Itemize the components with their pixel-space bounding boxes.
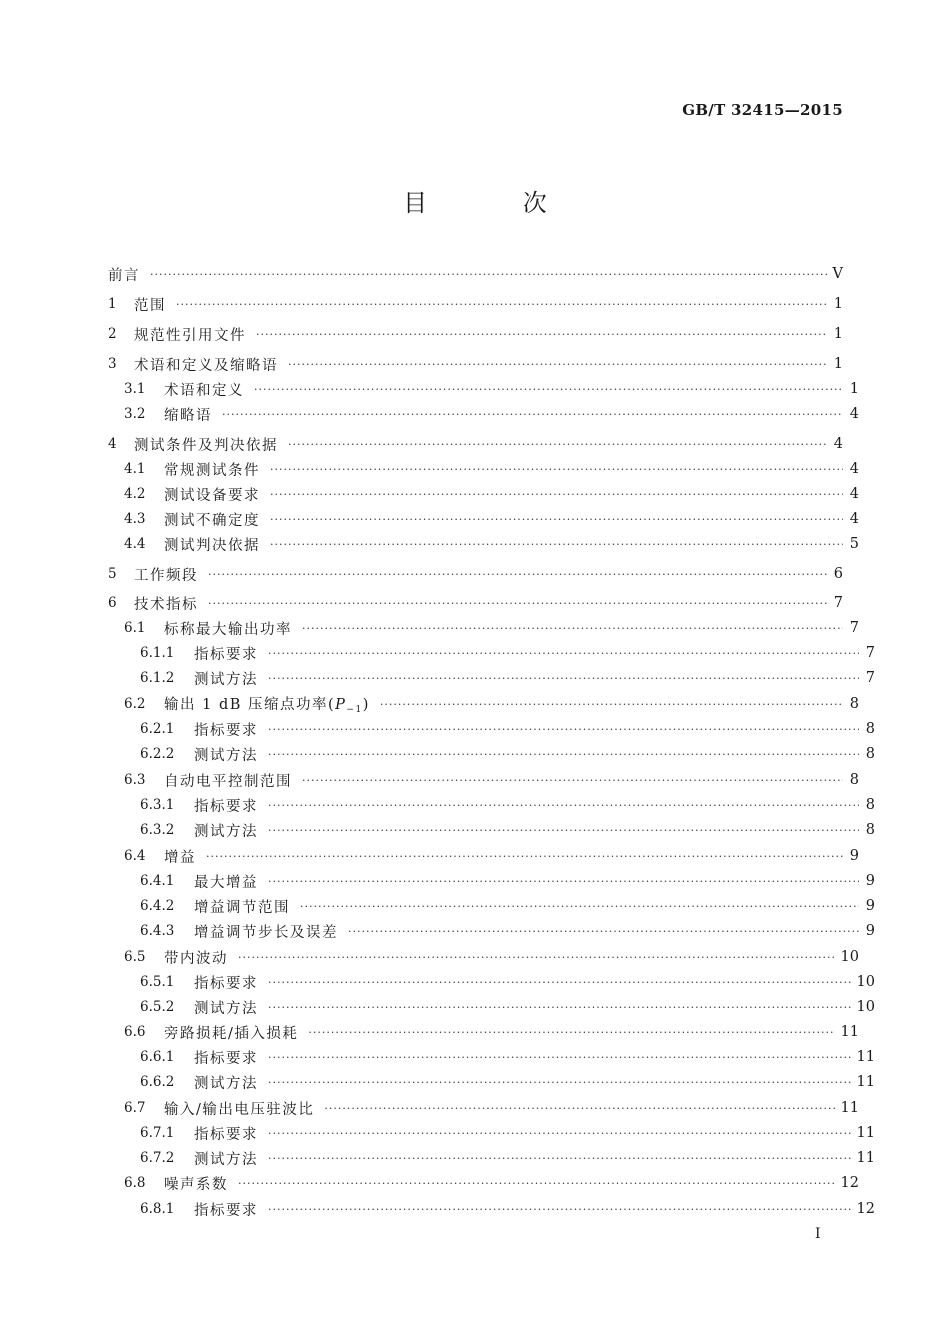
toc-entry-page: 9 xyxy=(865,873,875,889)
leader-dots xyxy=(268,723,859,736)
leader-dots xyxy=(302,774,843,787)
toc-entry[interactable] xyxy=(108,947,859,967)
leader-dots xyxy=(268,976,851,989)
toc-entry-title: 技术指标 xyxy=(134,596,198,613)
leader-dots xyxy=(208,568,827,581)
toc-entry[interactable] xyxy=(108,1148,875,1168)
toc-entry-number: 6.3.2 xyxy=(140,822,175,838)
leader-dots xyxy=(300,900,859,913)
toc-entry[interactable] xyxy=(108,719,875,739)
toc-entry[interactable] xyxy=(108,643,875,663)
toc-entry-page: 8 xyxy=(865,797,875,813)
toc-entry[interactable] xyxy=(108,379,859,399)
leader-dots xyxy=(268,1051,851,1064)
toc-entry-title: 指标要求 xyxy=(194,975,258,992)
toc-entry-title: 输入/输出电压驻波比 xyxy=(164,1101,315,1118)
toc-entry-title-subscript: −1 xyxy=(346,705,363,715)
toc-entry-title: 增益 xyxy=(164,849,196,866)
toc-entry-page: 11 xyxy=(856,1074,875,1090)
toc-entry-page: 8 xyxy=(865,721,875,737)
leader-dots xyxy=(288,438,827,451)
toc-entry-page: 10 xyxy=(840,949,859,965)
toc-entry-number: 3.2 xyxy=(124,406,146,422)
toc-entry-title: 术语和定义 xyxy=(164,382,244,399)
leader-dots xyxy=(288,358,827,371)
toc-entry-page: 7 xyxy=(865,645,875,661)
toc-entry-number: 6.4 xyxy=(124,848,146,864)
toc-entry-page: 4 xyxy=(849,486,859,502)
toc-entry-number: 3 xyxy=(108,356,117,372)
toc-entry-page: 8 xyxy=(849,772,859,788)
toc-entry-title: 指标要求 xyxy=(194,1050,258,1067)
toc-entry[interactable] xyxy=(108,1123,875,1143)
leader-dots xyxy=(176,298,827,311)
toc-entry-number: 4.2 xyxy=(124,486,146,502)
toc-entry[interactable] xyxy=(108,744,875,764)
toc-entry-number: 6.7.1 xyxy=(140,1125,175,1141)
leader-dots xyxy=(268,824,859,837)
toc-entry-page: 8 xyxy=(865,746,875,762)
leader-dots xyxy=(270,488,843,501)
toc-entry-title: 测试方法 xyxy=(194,1000,258,1017)
leader-dots xyxy=(270,463,843,476)
toc-entry-title: 前言 xyxy=(108,267,140,284)
toc-entry-title: 缩略语 xyxy=(164,407,212,424)
leader-dots xyxy=(268,1152,851,1165)
toc-entry-title: 指标要求 xyxy=(194,646,258,663)
toc-entry-number: 4.3 xyxy=(124,511,146,527)
leader-dots xyxy=(324,1102,834,1115)
toc-entry-page: 11 xyxy=(856,1125,875,1141)
toc-entry[interactable] xyxy=(108,770,859,790)
toc-entry-page: 12 xyxy=(856,1201,875,1217)
toc-entry-number: 6.7.2 xyxy=(140,1150,175,1166)
toc-entry-title: 测试不确定度 xyxy=(164,512,260,529)
toc-entry-title: 测试方法 xyxy=(194,671,258,688)
toc-entry-number: 6.4.2 xyxy=(140,898,175,914)
leader-dots xyxy=(348,925,859,938)
leader-dots xyxy=(238,951,835,964)
toc-entry[interactable] xyxy=(108,324,843,344)
toc-entry-page: 8 xyxy=(865,822,875,838)
toc-entry[interactable] xyxy=(108,459,859,479)
toc-entry[interactable] xyxy=(108,434,843,454)
toc-entry-number: 6.5 xyxy=(124,949,146,965)
leader-dots xyxy=(270,538,843,551)
toc-entry[interactable] xyxy=(108,618,859,638)
leader-dots xyxy=(268,1203,851,1216)
toc-entry[interactable] xyxy=(108,294,843,314)
toc-entry-page: 5 xyxy=(849,536,859,552)
toc-entry-number: 6.5.2 xyxy=(140,999,175,1015)
toc-entry-number: 6.1.1 xyxy=(140,645,175,661)
toc-entry-number: 6.1.2 xyxy=(140,670,175,686)
leader-dots xyxy=(208,597,827,610)
toc-entry-number: 6.3 xyxy=(124,772,146,788)
toc-entry-page: 1 xyxy=(833,326,843,342)
toc-entry-page: 8 xyxy=(849,696,859,712)
toc-entry-number: 6 xyxy=(108,595,117,611)
toc-entry-title: 增益调节步长及误差 xyxy=(194,924,338,941)
toc-entry-title: 噪声系数 xyxy=(164,1176,228,1193)
toc-entry-page: 4 xyxy=(833,436,843,452)
toc-entry-number: 6.2.1 xyxy=(140,721,175,737)
toc-entry-number: 1 xyxy=(108,296,117,312)
toc-entry-page: 6 xyxy=(833,566,843,582)
leader-dots xyxy=(268,647,859,660)
toc-entry-title: 指标要求 xyxy=(194,1126,258,1143)
toc-entry[interactable] xyxy=(108,668,875,688)
toc-entry[interactable] xyxy=(108,795,875,815)
toc-entry-title: 指标要求 xyxy=(194,722,258,739)
toc-entry-title: 测试条件及判决依据 xyxy=(134,437,278,454)
toc-entry[interactable] xyxy=(108,1072,875,1092)
toc-entry-title: 规范性引用文件 xyxy=(134,327,246,344)
toc-entry-number: 6.1 xyxy=(124,620,146,636)
toc-entry[interactable] xyxy=(108,564,843,584)
leader-dots xyxy=(238,1177,835,1190)
toc-entry-page: 10 xyxy=(856,999,875,1015)
toc-entry-title: 指标要求 xyxy=(194,798,258,815)
toc-entry-page: 7 xyxy=(833,595,843,611)
toc-entry-number: 6.6.1 xyxy=(140,1049,175,1065)
toc-entry-page: 9 xyxy=(865,923,875,939)
toc-entry-page: 9 xyxy=(865,898,875,914)
toc-entry[interactable] xyxy=(108,509,859,529)
toc-entry-number: 6.4.1 xyxy=(140,873,175,889)
toc-entry-title-end: ) xyxy=(362,697,370,713)
leader-dots xyxy=(206,850,843,863)
toc-entry-page: 1 xyxy=(833,296,843,312)
toc-entry[interactable] xyxy=(108,846,859,866)
toc-entry-title: 测试方法 xyxy=(194,747,258,764)
toc-entry-page: 1 xyxy=(833,356,843,372)
toc-entry-title: 测试判决依据 xyxy=(164,537,260,554)
toc-entry-number: 2 xyxy=(108,326,117,342)
toc-entry-number: 4 xyxy=(108,436,117,452)
toc-entry-title: 增益调节范围 xyxy=(194,899,290,916)
toc-entry-title: 术语和定义及缩略语 xyxy=(134,357,278,374)
toc-entry-number: 3.1 xyxy=(124,381,146,397)
toc-entry-title: 测试方法 xyxy=(194,1151,258,1168)
toc-entry-title: 测试方法 xyxy=(194,1075,258,1092)
toc-entry-page: 7 xyxy=(865,670,875,686)
toc-entry[interactable] xyxy=(108,921,875,941)
page-title: 目 次 xyxy=(403,189,591,217)
leader-dots xyxy=(302,622,843,635)
toc-entry[interactable] xyxy=(108,1173,859,1193)
toc-entry-number: 5 xyxy=(108,566,117,582)
leader-dots xyxy=(268,672,859,685)
toc-entry[interactable] xyxy=(108,820,875,840)
toc-entry-page: 1 xyxy=(849,381,859,397)
toc-entry-title: 旁路损耗/插入损耗 xyxy=(164,1025,299,1042)
toc-entry-page: 4 xyxy=(849,511,859,527)
toc-entry-number: 6.7 xyxy=(124,1100,146,1116)
toc-entry-page: 9 xyxy=(849,848,859,864)
toc-entry[interactable] xyxy=(108,593,843,613)
toc-entry-number: 6.2.2 xyxy=(140,746,175,762)
toc-entry-page: 7 xyxy=(849,620,859,636)
leader-dots xyxy=(380,698,843,711)
toc-entry-number: 6.6 xyxy=(124,1024,146,1040)
toc-entry[interactable] xyxy=(108,997,875,1017)
leader-dots xyxy=(268,1127,851,1140)
toc-entry-title: 范围 xyxy=(134,297,166,314)
leader-dots xyxy=(268,1076,851,1089)
standard-code: GB/T 32415—2015 xyxy=(682,101,843,119)
leader-dots xyxy=(150,268,827,281)
toc-entry[interactable] xyxy=(108,534,859,554)
toc-entry-page: 11 xyxy=(840,1024,859,1040)
toc-entry[interactable] xyxy=(108,1098,859,1118)
toc-entry-title: 自动电平控制范围 xyxy=(164,773,292,790)
toc-entry-number: 6.5.1 xyxy=(140,974,175,990)
leader-dots xyxy=(222,408,843,421)
toc-entry-number: 4.1 xyxy=(124,461,146,477)
toc-entry-title: 测试方法 xyxy=(194,823,258,840)
toc-entry-title: 带内波动 xyxy=(164,950,228,967)
toc-entry[interactable] xyxy=(108,1022,859,1042)
toc-entry-number: 6.6.2 xyxy=(140,1074,175,1090)
leader-dots xyxy=(268,1001,851,1014)
toc-entry-title-text: 输出 1 dB 压缩点功率(P xyxy=(164,697,347,713)
toc-entry-page: 12 xyxy=(840,1175,859,1191)
leader-dots xyxy=(268,875,859,888)
toc-entry-title: 测试设备要求 xyxy=(164,487,260,504)
toc-entry[interactable] xyxy=(108,354,843,374)
leader-dots xyxy=(268,748,859,761)
toc-entry-number: 6.8 xyxy=(124,1175,146,1191)
toc-entry-number: 6.2 xyxy=(124,696,146,712)
toc-entry-page: 10 xyxy=(856,974,875,990)
toc-entry[interactable] xyxy=(108,694,859,714)
toc-entry-title: 工作频段 xyxy=(134,567,198,584)
toc-entry[interactable] xyxy=(108,1047,875,1067)
toc-entry[interactable] xyxy=(108,404,859,424)
toc-entry[interactable] xyxy=(108,264,843,284)
toc-entry[interactable] xyxy=(108,896,875,916)
toc-entry-title: 指标要求 xyxy=(194,1202,258,1219)
page-number: Ⅰ xyxy=(815,1226,821,1242)
toc-entry-title: 常规测试条件 xyxy=(164,462,260,479)
leader-dots xyxy=(254,383,843,396)
toc-entry-number: 6.3.1 xyxy=(140,797,175,813)
toc-entry[interactable] xyxy=(108,871,875,891)
toc-entry[interactable] xyxy=(108,1199,875,1219)
toc-entry-page: 11 xyxy=(856,1150,875,1166)
toc-entry-title-variable: P xyxy=(335,697,347,713)
toc-entry-number: 6.8.1 xyxy=(140,1201,175,1217)
leader-dots xyxy=(268,799,859,812)
toc-entry-page: 11 xyxy=(856,1049,875,1065)
toc-entry-page: Ⅴ xyxy=(832,266,843,282)
toc-entry-page: 4 xyxy=(849,406,859,422)
toc-entry-number: 4.4 xyxy=(124,536,146,552)
toc-entry-title: 标称最大输出功率 xyxy=(164,621,292,638)
toc-entry-number: 6.4.3 xyxy=(140,923,175,939)
toc-entry-title: 最大增益 xyxy=(194,874,258,891)
toc-entry-page: 4 xyxy=(849,461,859,477)
toc-entry-page: 11 xyxy=(840,1100,859,1116)
leader-dots xyxy=(270,513,843,526)
toc-entry[interactable] xyxy=(108,972,875,992)
toc-entry-title xyxy=(164,693,370,715)
leader-dots xyxy=(256,328,827,341)
leader-dots xyxy=(308,1026,834,1039)
toc-entry[interactable] xyxy=(108,484,859,504)
